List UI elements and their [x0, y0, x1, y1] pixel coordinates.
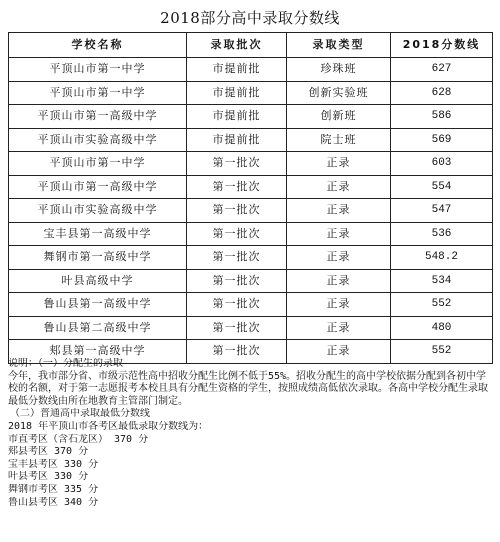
cell-batch: 第一批次: [187, 293, 287, 317]
cell-type: 珍珠班: [287, 58, 391, 82]
cell-batch: 第一批次: [187, 340, 287, 364]
table-header-row: [9, 33, 493, 58]
notes-heading: 说明：（一）分配生的录取: [8, 358, 123, 369]
district-score-line: 舞钢市考区 335 分: [8, 483, 99, 495]
header-batch: 录取批次: [187, 33, 287, 58]
cell-batch: 第一批次: [187, 222, 287, 246]
cell-batch: 市提前批: [187, 58, 287, 82]
cell-score: 569: [391, 128, 493, 152]
cell-school: 平顶山市实验高级中学: [9, 128, 187, 152]
notes-intro: 2018 年平顶山市各考区最低录取分数线为：: [8, 420, 209, 432]
cell-batch: 第一批次: [187, 316, 287, 340]
notes-section-two-heading: （二）普通高中录取最低分数线: [10, 408, 150, 420]
cell-score: 534: [391, 269, 493, 293]
header-score-line: 2018分数线: [391, 33, 493, 58]
cell-school: 平顶山市第一中学: [9, 58, 187, 82]
cell-school: 平顶山市第一中学: [9, 81, 187, 105]
table-row: [9, 128, 493, 152]
cell-school: 鲁山县第二高级中学: [9, 316, 187, 340]
cell-type: 正录: [287, 175, 391, 199]
cell-school: 宝丰县第一高级中学: [9, 222, 187, 246]
table-row: [9, 269, 493, 293]
table-row: [9, 199, 493, 223]
table-row: [9, 81, 493, 105]
cell-batch: 第一批次: [187, 269, 287, 293]
cell-school: 舞钢市第一高级中学: [9, 246, 187, 270]
table-row: [9, 293, 493, 317]
cell-batch: 第一批次: [187, 199, 287, 223]
table-row: [9, 152, 493, 176]
district-score-line: 宝丰县考区 330 分: [8, 458, 99, 470]
cell-type: 院士班: [287, 128, 391, 152]
header-admission-type: 录取类型: [287, 33, 391, 58]
table-row: [9, 316, 493, 340]
header-school-name: 学校名称: [9, 33, 187, 58]
cell-score: 586: [391, 105, 493, 129]
cell-type: 正录: [287, 316, 391, 340]
cell-type: 正录: [287, 152, 391, 176]
district-score-line: 叶县考区 330 分: [8, 471, 89, 483]
cell-score: 628: [391, 81, 493, 105]
cell-score: 548.2: [391, 246, 493, 270]
table-row: [9, 222, 493, 246]
cell-score: 554: [391, 175, 493, 199]
table-row: [9, 175, 493, 199]
table-row: [9, 246, 493, 270]
cell-score: 536: [391, 222, 493, 246]
table-row: [9, 105, 493, 129]
district-score-line: 市直考区（含石龙区） 370 分: [8, 433, 149, 445]
cell-score: 627: [391, 58, 493, 82]
cell-type: 正录: [287, 269, 391, 293]
cell-score: 552: [391, 293, 493, 317]
cell-school: 平顶山市第一高级中学: [9, 105, 187, 129]
notes-section: [8, 358, 492, 509]
cell-batch: 市提前批: [187, 81, 287, 105]
cell-batch: 第一批次: [187, 246, 287, 270]
cell-type: 正录: [287, 246, 391, 270]
cell-batch: 市提前批: [187, 105, 287, 129]
cell-type: 正录: [287, 293, 391, 317]
cell-school: 平顶山市第一高级中学: [9, 175, 187, 199]
notes-paragraph: 今年，我市部分省、市级示范性高中招收分配生比例不低于55%。招收分配生的高中学校依据分配到各初中学校的名额，对于第一志愿报考本校且具有分配生资格的学生，按照成绩高低依次录取。各高中学校分配生录取最低分数线由所在地教育主管部门制定。: [8, 370, 488, 407]
page-title: 2018部分高中录取分数线: [160, 9, 340, 27]
cell-school: 郏县第一高级中学: [9, 340, 187, 364]
cell-school: 鲁山县第一高级中学: [9, 293, 187, 317]
cell-school: 平顶山市实验高级中学: [9, 199, 187, 223]
cell-score: 547: [391, 199, 493, 223]
cell-type: 正录: [287, 199, 391, 223]
district-score-line: 郏县考区 370 分: [8, 446, 89, 458]
cell-school: 平顶山市第一中学: [9, 152, 187, 176]
cell-score: 480: [391, 316, 493, 340]
cell-type: 正录: [287, 222, 391, 246]
cell-type: 创新实验班: [287, 81, 391, 105]
district-score-line: 鲁山县考区 340 分: [8, 496, 99, 508]
cell-score: 552: [391, 340, 493, 364]
admission-score-table: [8, 32, 493, 364]
cell-batch: 第一批次: [187, 175, 287, 199]
cell-batch: 第一批次: [187, 152, 287, 176]
cell-batch: 市提前批: [187, 128, 287, 152]
cell-type: 创新班: [287, 105, 391, 129]
cell-score: 603: [391, 152, 493, 176]
cell-school: 叶县高级中学: [9, 269, 187, 293]
table-row: [9, 58, 493, 82]
cell-type: 正录: [287, 340, 391, 364]
